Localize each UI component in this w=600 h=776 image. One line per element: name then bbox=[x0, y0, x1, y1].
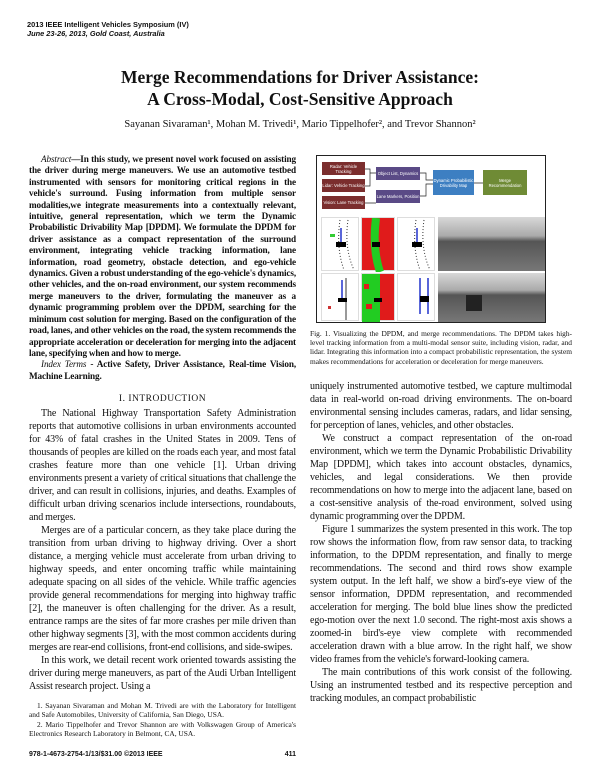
conference-date: June 23-26, 2013, Gold Coast, Australia bbox=[27, 29, 165, 38]
dpdm-map bbox=[361, 217, 395, 271]
diagram-box: Lane Markers, Position bbox=[376, 190, 420, 203]
figure-caption: Fig. 1. Visualizing the DPDM, and merge recommendations. The DPDM takes high-level tracking information from a multi-modal sensor suite, including vision, radar, and lidar. Integrating this information into a compact probabilistic representation, the system makes recommendations for acceleration or deceleration for merge maneuvers. bbox=[310, 329, 572, 366]
page-number: 411 bbox=[284, 750, 296, 758]
birdseye-plot bbox=[321, 273, 359, 321]
paragraph: Figure 1 summarizes the system presented in this work. The top row shows the information flow, from raw sensor data, to tracking information, to the DPDM representation, and finally to merge recommendations. The second and third rows show example system output. In the left half, we show a bird's-eye view of the sensor information, DPDM representation, and recommended acceleration for merging. The bold blue lines show the predicted ego-motion over the next 1.0 second. The right-most axis shows a zoomed-in bird's-eye view complete with recommended acceleration drawn with a blue arrow. In the right half, we show video frames from the vehicle's forward-looking camera. bbox=[310, 523, 572, 665]
paragraph: uniquely instrumented automotive testbed, we capture multimodal data in real-world on-road driving environments. The on-board environmental sensing includes cameras, radars, and lidar sensing, for perception of lanes, vehicles, and other obstacles. bbox=[310, 380, 572, 431]
diagram-arrows bbox=[317, 156, 547, 216]
diagram-box: Vision: Lane Tracking bbox=[322, 196, 365, 209]
footnote: 2. Mario Tippelhofer and Trevor Shannon are with Volkswagen Group of America's Electronics Research Laboratory in Belmont, CA, USA. bbox=[29, 719, 296, 738]
dpdm-map bbox=[361, 273, 395, 321]
vehicle-in-frame bbox=[466, 295, 482, 311]
abstract-label: Abstract bbox=[41, 154, 72, 164]
index-terms-label: Index Terms bbox=[41, 359, 87, 370]
authors: Sayanan Sivaraman¹, Mohan M. Trivedi¹, Mario Tippelhofer², and Trevor Shannon² bbox=[124, 119, 476, 130]
left-column-body bbox=[29, 407, 296, 693]
diagram-box: Radar: Vehicle Tracking bbox=[322, 162, 365, 175]
figure-1 bbox=[316, 155, 546, 323]
title-line-2: A Cross-Modal, Cost-Sensitive Approach bbox=[147, 89, 453, 109]
paragraph: In this work, we detail recent work oriented towards assisting the driver during merge maneuvers, as part of the Audi Urban Intelligent Assist research project. Using a bbox=[29, 655, 296, 693]
footnotes bbox=[29, 693, 296, 738]
conference-header bbox=[27, 20, 189, 38]
copyright-line: 978-1-4673-2754-1/13/$31.00 ©2013 IEEE bbox=[29, 750, 163, 758]
camera-frame bbox=[438, 217, 545, 271]
birdseye-plot bbox=[321, 217, 359, 271]
zoomed-plot bbox=[397, 273, 435, 321]
footnote: 1. Sayanan Sivaraman and Mohan M. Trivedi are with the Laboratory for Intelligent and Safe Automobiles, University of California, San Diego, USA. bbox=[29, 701, 296, 720]
paragraph: We construct a compact representation of the on-road environment, which we term the Dynamic Probabilistic Drivability Map [DPDM], which takes into account obstacles, dynamics, vehicles, and legal considerations. We then provide recommendations on how to merge into the adjacent lane, based on a cost-sensitive analysis of the-road environment, solved using dynamic programming over the DPDM. bbox=[310, 432, 572, 522]
section-heading: I. INTRODUCTION bbox=[118, 394, 207, 405]
abstract-text: —In this study, we present novel work focused on assisting the driver during merge maneuvers. We use an automotive testbed instrumented with sensors for monitoring critical regions in the vehicle's surround. Fusing information from multiple sensor modalities,we integrate measurements into a contextually relevant, intuitive, general representation, which we term the Dynamic Probabilistic Drivability Map [DPDM]. We formulate the DPDM for driver assistance as a compact representation of the surround environment, integrating vehicle tracking information, lane information, road geometry, obstacle detection, and ego-vehicle dynamics. Given a robust understanding of the ego-vehicle's dynamics, other vehicles, and the on-road environment, our system recommends merge maneuvers to the driver, formulating the maneuver as a dynamic programming problem over the DPDM, searching for the minimum cost solution for merging. Based on the configuration of the road, lanes, and other vehicles on the road, the system recommends the appropriate acceleration or deceleration for merging into the adjacent lane, specifying when and how to merge. bbox=[29, 154, 296, 358]
diagram-box: Merge Recommendation bbox=[483, 170, 527, 195]
left-column bbox=[29, 154, 296, 759]
zoomed-plot bbox=[397, 217, 435, 271]
conference-name: 2013 IEEE Intelligent Vehicles Symposium (IV) bbox=[27, 20, 189, 29]
paragraph: The National Highway Transportation Safety Administration reports that automotive collisions in urban environments accounted for 43% of fatal crashes in the United States in 2009. Tens of thousands of peoples are killed on the roads each year, and most fatal crashes feature more than one vehicle [1]. Urban driving environments present a variety of critical situations that challenge the driver, and can result in collisions, injuries, and deaths. Examples of difficult urban driving scenarios include intersections, roundabouts, and merges. bbox=[29, 408, 296, 524]
diagram-box: Object List, Dynamics bbox=[376, 167, 420, 180]
index-terms-text: - Active Safety, Driver Assistance, Real-time Vision, Machine Learning. bbox=[29, 359, 296, 381]
right-column-body bbox=[310, 380, 572, 705]
diagram-box: Lidar: Vehicle Tracking bbox=[322, 179, 365, 192]
right-column bbox=[310, 155, 572, 705]
abstract bbox=[29, 154, 296, 382]
title-line-1: Merge Recommendations for Driver Assistance: bbox=[120, 67, 479, 87]
paragraph: The main contributions of this work consist of the following. Using an instrumented testbed and its respective perception and tracking modules, an compact probabilistic bbox=[310, 666, 572, 704]
paper-title bbox=[0, 66, 600, 110]
page-footer bbox=[29, 750, 296, 759]
camera-frame bbox=[438, 273, 545, 322]
paragraph: Merges are of a particular concern, as they take place during the transition from urban driving to highway driving. Over a short distance, a merging vehicle must accelerate from urban driving to highway speeds, and enter oncoming traffic while maintaining adequate spacing on all sides of the vehicle. While traffic agencies provide general recommendations for merging into highway traffic [2], the maneuver is often challenging for the driver. As a result, entrance ramps are the sites of far more crashes per mile driven than other highway segments [3], with the most common accidents during merges are rear-end collisions, front-end collisions, and side-swipes. bbox=[29, 525, 296, 654]
diagram-box: Dynamic Probabilistic Drivability Map bbox=[433, 170, 474, 195]
